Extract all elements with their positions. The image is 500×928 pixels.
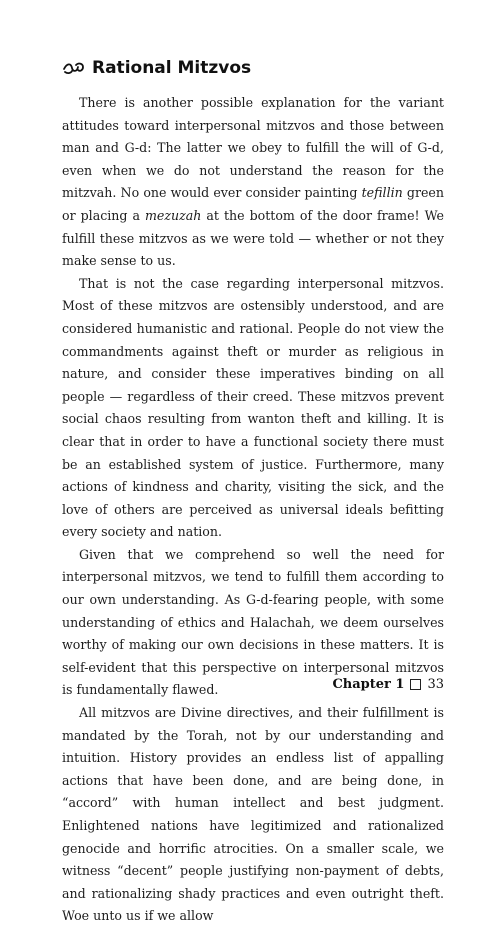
text-run: That is not the case regarding interpersonal mitzvos. Most of these mitzvos are ostensibly understood, and are considered humanistic and rational. People do not view the commandments against theft or murder as religious in nature, and consider these imperatives binding on all people — regardless of their creed. These mitzvos prevent social chaos resulting from wanton theft and killing. It is clear that in order to have a functional society there must be an established system of justice. Furthermore, many actions of kindness and charity, visiting the sick, and the love of others are perceived as universal ideals befitting every society and nation. — [62, 275, 444, 540]
section-title: Rational Mitzvos — [92, 58, 252, 78]
body-text — [62, 92, 444, 928]
text-run: There is another possible explanation for the variant attitudes toward interpersonal mitzvos and those between man and G-d: The latter we obey to fulfill the will of G-d, even when we do not understand the reason for the mitzvah. No one would ever consider painting — [62, 95, 444, 201]
text-run: Given that we comprehend so well the need for interpersonal mitzvos, we tend to fulfill them according to our own understanding. As G-d-fearing people, with some understanding of ethics and Halachah, we deem ourselves worthy of making our own decisions in these matters. It is self-evident that this perspective on interpersonal mitzvos is fundamentally flawed. — [62, 546, 444, 698]
page-footer — [332, 677, 444, 692]
square-icon — [410, 679, 421, 690]
paragraph — [62, 273, 444, 544]
text-run: at the bottom of the door frame! We fulfill these mitzvos as we were told — whether or not they make sense to us. — [62, 207, 444, 269]
paragraph — [62, 702, 444, 928]
chapter-label: Chapter 1 — [332, 677, 405, 692]
text-run: green or placing a — [62, 185, 444, 223]
italic-term: tefillin — [361, 185, 403, 201]
section-heading — [62, 58, 444, 78]
page-number: 33 — [427, 677, 444, 692]
paragraph — [62, 92, 444, 273]
page-body — [62, 58, 444, 928]
text-run: All mitzvos are Divine directives, and their fulfillment is mandated by the Torah, not by our understanding and intuition. History provides an endless list of appalling actions that have been done, and are being done, in “accord” with human intellect and best judgment. Enlightened nations have legitimized and rationalized genocide and horrific atrocities. On a smaller scale, we witness “decent” people justifying non-payment of debts, and rationalizing shady practices and even outright theft. Woe unto us if we allow — [62, 705, 444, 924]
flourish-icon — [62, 61, 86, 75]
italic-term: mezuzah — [144, 207, 202, 223]
